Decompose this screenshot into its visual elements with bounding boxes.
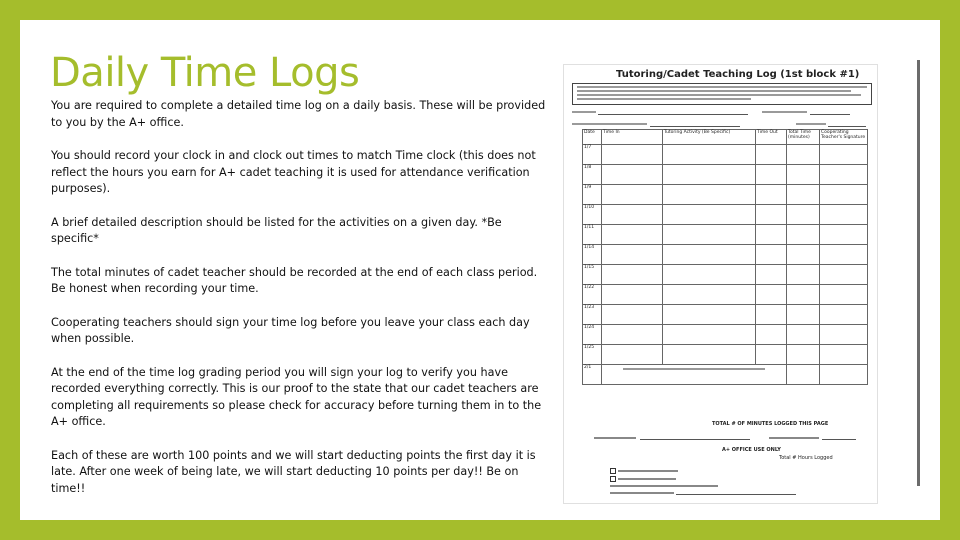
- slide-title: Daily Time Logs: [50, 50, 360, 96]
- form-student-line: [572, 109, 870, 115]
- date-cell: 1/11: [583, 225, 602, 245]
- date-cell: 1/25: [583, 345, 602, 365]
- table-header-cell: Tutoring Activity (Be Specific): [663, 130, 756, 145]
- table-row: [583, 245, 868, 265]
- date-cell: 1/10: [583, 205, 602, 225]
- table-row: [583, 265, 868, 285]
- form-title: Tutoring/Cadet Teaching Log (1st block #1): [616, 69, 860, 80]
- body-text: [51, 98, 551, 514]
- table-header-cell: Total Time (minutes): [787, 130, 820, 145]
- date-cell: 1/15: [583, 265, 602, 285]
- paragraph: Cooperating teachers should sign your time log before you leave your class each day when possible.: [51, 315, 530, 345]
- paragraph: At the end of the time log grading period you will sign your log to verify you have recorded everything correctly. This is our proof to the state that our cadet teachers are completing all requirements so please check for accuracy before turning them in to the A+ office.: [51, 365, 542, 428]
- paragraph: Each of these are worth 100 points and we will start deducting points the first day it is late. After one week of being late, we will start deducting 10 points per day!! Be on time!!: [51, 448, 536, 495]
- date-cell: 1/22: [583, 285, 602, 305]
- table-row: [583, 145, 868, 165]
- paragraph: You are required to complete a detailed time log on a daily basis. These will be provided to you by the A+ office.: [51, 99, 546, 129]
- table-header-cell: Time In: [602, 130, 663, 145]
- vertical-rule: [917, 60, 920, 486]
- form-instructions-box: [572, 83, 872, 105]
- table-header-cell: Time Out: [756, 130, 787, 145]
- table-row: [583, 285, 868, 305]
- date-cell: 1/7: [583, 145, 602, 165]
- date-cell: 1/9: [583, 185, 602, 205]
- date-cell: 1/8: [583, 165, 602, 185]
- date-cell: 1/14: [583, 245, 602, 265]
- table-row: [583, 345, 868, 365]
- date-cell: 1/23: [583, 305, 602, 325]
- paragraph: A brief detailed description should be listed for the activities on a given day. *Be specific*: [51, 215, 502, 245]
- form-teacher-line: [572, 121, 870, 127]
- table-row: [583, 205, 868, 225]
- time-log-form-image: [563, 64, 878, 504]
- hours-logged-label: Total # Hours Logged: [779, 455, 833, 461]
- office-use-label: A+ OFFICE USE ONLY: [722, 447, 781, 453]
- table-row: [583, 305, 868, 325]
- table-row: [583, 185, 868, 205]
- table-row: [583, 325, 868, 345]
- checkbox-icon: [610, 468, 616, 474]
- table-row: [583, 165, 868, 185]
- content-panel: [20, 20, 940, 520]
- total-minutes-label: TOTAL # OF MINUTES LOGGED THIS PAGE: [712, 421, 829, 427]
- paragraph: You should record your clock in and clock out times to match Time clock (this does not reflect the hours you earn for A+ cadet teaching it is used for attendance verification purposes).: [51, 149, 536, 195]
- table-row: [583, 365, 868, 385]
- table-row: [583, 225, 868, 245]
- checkbox-icon: [610, 476, 616, 482]
- table-header-cell: Cooperating Teacher's Signature: [820, 130, 868, 145]
- table-header-row: [583, 130, 868, 145]
- paragraph: The total minutes of cadet teacher should be recorded at the end of each class period. Be honest when recording your time.: [51, 265, 538, 295]
- table-header-cell: Date: [583, 130, 602, 145]
- date-cell: 1/24: [583, 325, 602, 345]
- date-cell: 2/1: [583, 365, 602, 385]
- log-table: [582, 129, 868, 385]
